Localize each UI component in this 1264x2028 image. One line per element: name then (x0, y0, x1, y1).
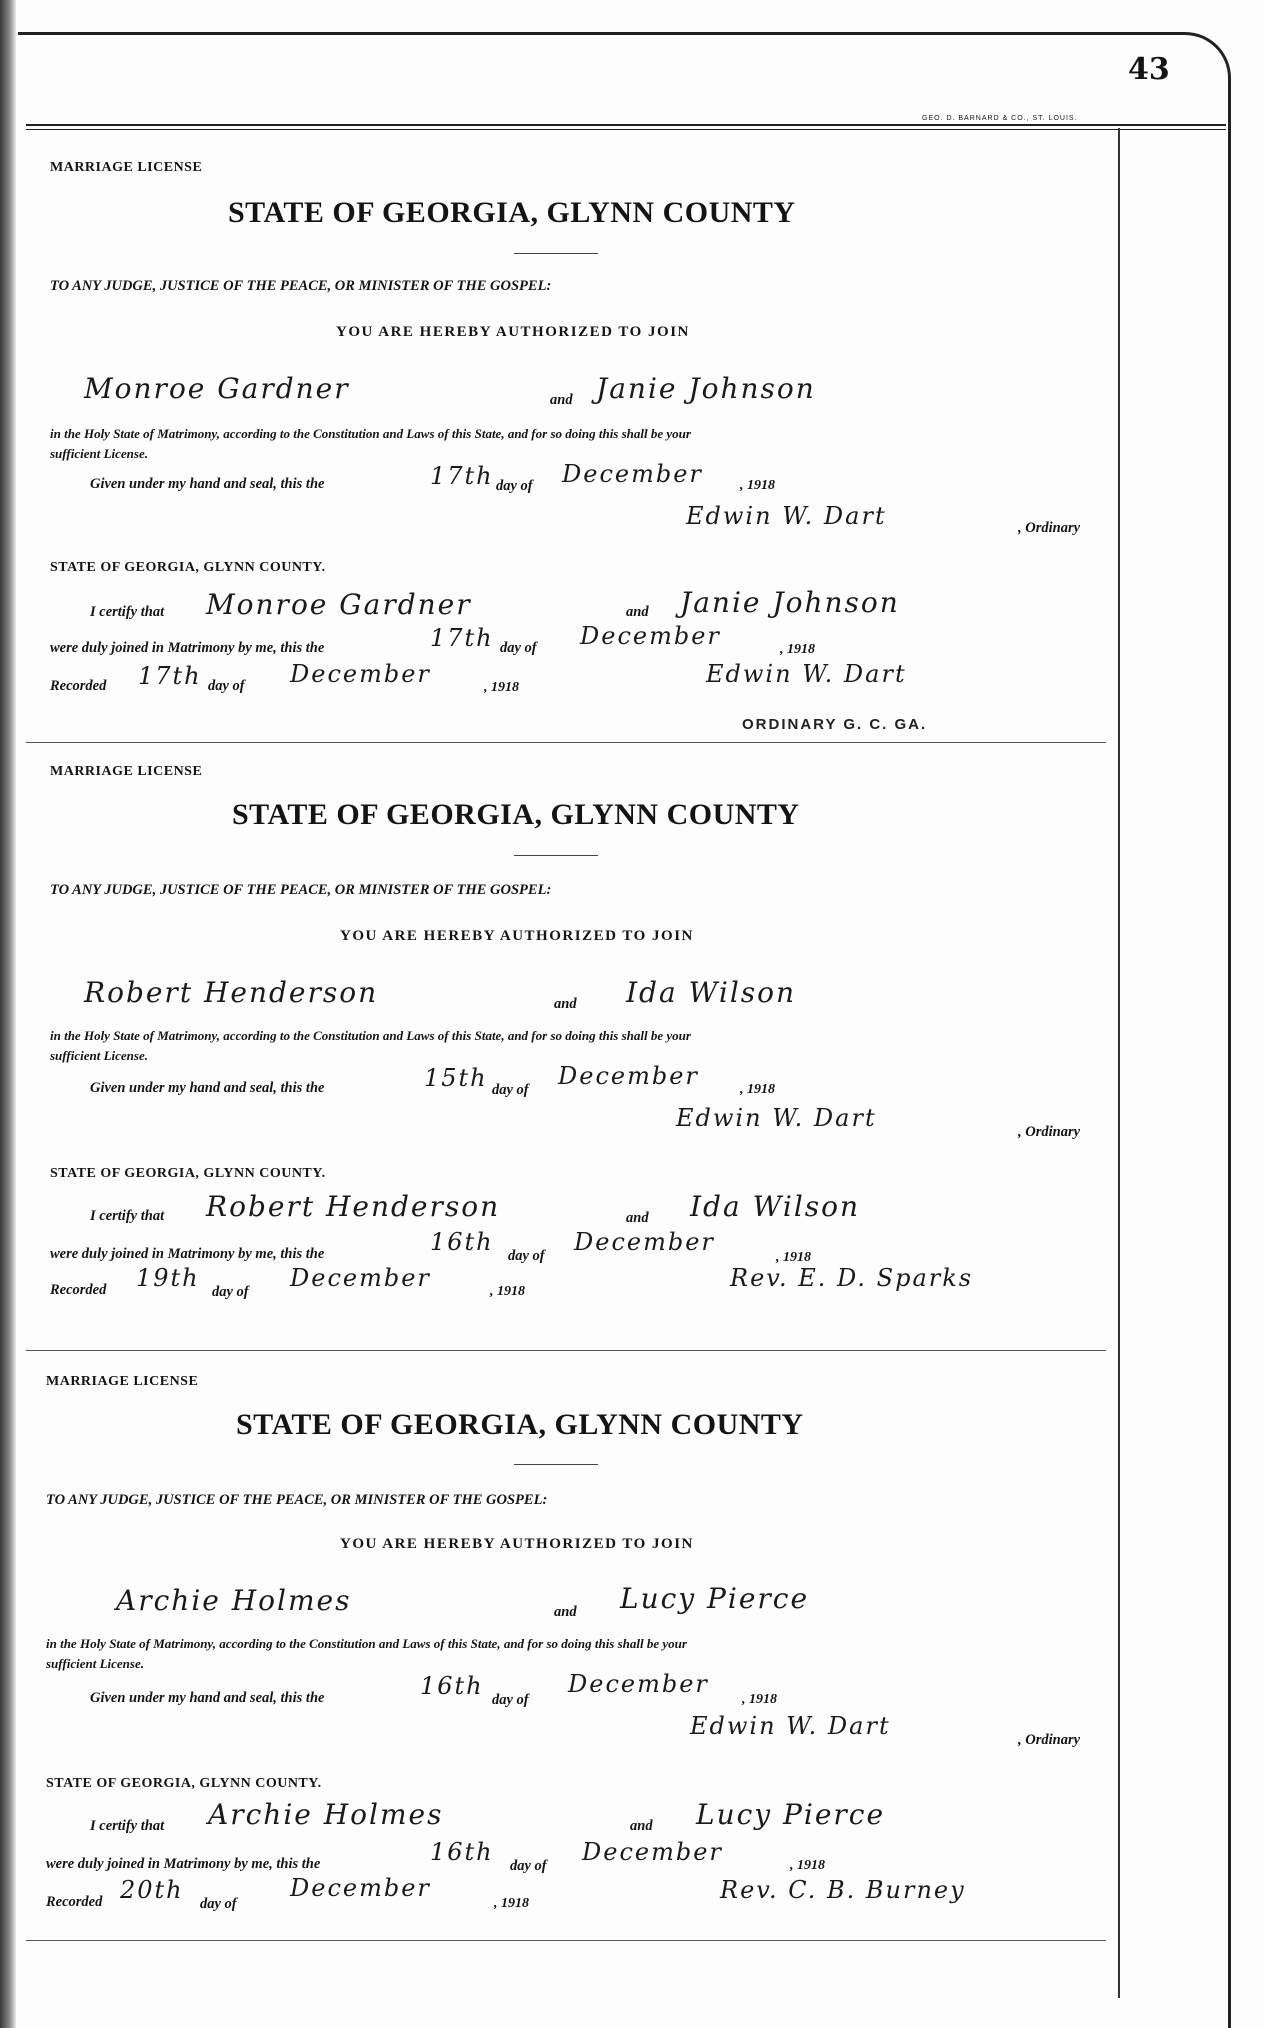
license-day: 17th (430, 462, 494, 490)
recorded-day: 17th (138, 662, 202, 690)
license-year: , 1918 (740, 478, 775, 493)
recorded-month: December (290, 660, 431, 688)
sufficient-text: sufficient License. (46, 1656, 144, 1671)
and-label: and (550, 392, 573, 408)
given-text: Given under my hand and seal, this the (90, 1080, 325, 1096)
sufficient-text: sufficient License. (50, 446, 148, 461)
duly-joined-text: were duly joined in Matrimony by me, this the (50, 1246, 325, 1262)
holy-state-text: in the Holy State of Matrimony, according to the Constitution and Laws of this State, and for so doing this shall be your (50, 1028, 691, 1043)
cert-state: STATE OF GEORGIA, GLYNN COUNTY. (50, 560, 326, 575)
day-of-label: day of (496, 478, 533, 494)
license-day: 15th (424, 1064, 488, 1092)
printer-mark: GEO. D. BARNARD & CO., ST. LOUIS. (922, 115, 1078, 122)
bride-name: Ida Wilson (626, 976, 797, 1009)
title-rule (514, 855, 598, 856)
license-month: December (568, 1670, 709, 1698)
joined-day-of: day of (500, 640, 537, 656)
ordinary-signature: Edwin W. Dart (690, 1712, 891, 1740)
license-heading: MARRIAGE LICENSE (50, 764, 203, 779)
cert-state: STATE OF GEORGIA, GLYNN COUNTY. (50, 1166, 326, 1181)
joined-day: 16th (430, 1838, 494, 1866)
officiant-signature: Rev. E. D. Sparks (730, 1264, 974, 1292)
holy-state-text: in the Holy State of Matrimony, according to the Constitution and Laws of this State, and for so doing this shall be your (50, 426, 691, 441)
certify-text: I certify that (90, 1208, 165, 1224)
officiant-signature: Edwin W. Dart (706, 660, 907, 688)
cert-groom: Monroe Gardner (206, 588, 472, 621)
license-day: 16th (420, 1672, 484, 1700)
ordinary-signature: Edwin W. Dart (676, 1104, 877, 1132)
bride-name: Lucy Pierce (620, 1582, 810, 1615)
to-any-judge: TO ANY JUDGE, JUSTICE OF THE PEACE, OR MINISTER OF THE GOSPEL: (50, 278, 552, 294)
recorded-day-of: day of (212, 1284, 249, 1300)
groom-name: Archie Holmes (116, 1584, 352, 1617)
license-heading: MARRIAGE LICENSE (50, 160, 203, 175)
recorded-label: Recorded (50, 678, 107, 694)
cert-and: and (626, 1210, 649, 1226)
authorized-line: YOU ARE HEREBY AUTHORIZED TO JOIN (340, 1536, 694, 1552)
joined-day-of: day of (508, 1248, 545, 1264)
recorded-year: , 1918 (490, 1284, 525, 1299)
ordinary-label: , Ordinary (1018, 1124, 1081, 1140)
authorized-line: YOU ARE HEREBY AUTHORIZED TO JOIN (340, 928, 694, 944)
license-year: , 1918 (740, 1082, 775, 1097)
ordinary-label: , Ordinary (1018, 520, 1081, 536)
cert-bride: Janie Johnson (680, 586, 900, 619)
state-title: STATE OF GEORGIA, GLYNN COUNTY (228, 196, 796, 229)
recorded-day-of: day of (208, 678, 245, 694)
ordinary-label: , Ordinary (1018, 1732, 1081, 1748)
state-title: STATE OF GEORGIA, GLYNN COUNTY (236, 1408, 804, 1441)
cert-and: and (630, 1818, 653, 1834)
header-rule (26, 124, 1226, 126)
cert-state: STATE OF GEORGIA, GLYNN COUNTY. (46, 1776, 322, 1791)
joined-month: December (580, 622, 721, 650)
recorded-year: , 1918 (494, 1896, 529, 1911)
given-text: Given under my hand and seal, this the (90, 1690, 325, 1706)
groom-name: Monroe Gardner (84, 372, 350, 405)
recorded-day-of: day of (200, 1896, 237, 1912)
certify-text: I certify that (90, 1818, 165, 1834)
recorded-month: December (290, 1264, 431, 1292)
title-rule (514, 1464, 598, 1465)
bride-name: Janie Johnson (596, 372, 816, 405)
page-number: 43 (1128, 52, 1170, 87)
day-of-label: day of (492, 1692, 529, 1708)
joined-day: 17th (430, 624, 494, 652)
joined-month: December (582, 1838, 723, 1866)
officiant-signature: Rev. C. B. Burney (720, 1876, 966, 1904)
joined-day-of: day of (510, 1858, 547, 1874)
groom-name: Robert Henderson (84, 976, 379, 1009)
holy-state-text: in the Holy State of Matrimony, according to the Constitution and Laws of this State, and for so doing this shall be your (46, 1636, 687, 1651)
recorded-day: 19th (136, 1264, 200, 1292)
joined-year: , 1918 (776, 1250, 811, 1265)
book-spine (0, 0, 16, 2028)
recorded-month: December (290, 1874, 431, 1902)
and-label: and (554, 1604, 577, 1620)
ordinary-stamp: ORDINARY G. C. GA. (742, 716, 928, 733)
margin-rule (1118, 128, 1120, 1998)
duly-joined-text: were duly joined in Matrimony by me, this the (46, 1856, 321, 1872)
joined-year: , 1918 (780, 642, 815, 657)
joined-month: December (574, 1228, 715, 1256)
cert-bride: Lucy Pierce (696, 1798, 886, 1831)
recorded-year: , 1918 (484, 680, 519, 695)
header-rule-thin (26, 129, 1226, 130)
license-month: December (558, 1062, 699, 1090)
certify-text: I certify that (90, 604, 165, 620)
recorded-label: Recorded (50, 1282, 107, 1298)
entry-separator (26, 1350, 1106, 1351)
entry-separator (26, 742, 1106, 743)
recorded-day: 20th (120, 1876, 184, 1904)
cert-bride: Ida Wilson (690, 1190, 861, 1223)
joined-day: 16th (430, 1228, 494, 1256)
to-any-judge: TO ANY JUDGE, JUSTICE OF THE PEACE, OR MINISTER OF THE GOSPEL: (46, 1492, 548, 1508)
state-title: STATE OF GEORGIA, GLYNN COUNTY (232, 798, 800, 831)
license-year: , 1918 (742, 1692, 777, 1707)
authorized-line: YOU ARE HEREBY AUTHORIZED TO JOIN (336, 324, 690, 340)
cert-and: and (626, 604, 649, 620)
joined-year: , 1918 (790, 1858, 825, 1873)
recorded-label: Recorded (46, 1894, 103, 1910)
duly-joined-text: were duly joined in Matrimony by me, this the (50, 640, 325, 656)
and-label: and (554, 996, 577, 1012)
cert-groom: Robert Henderson (206, 1190, 501, 1223)
day-of-label: day of (492, 1082, 529, 1098)
entry-separator (26, 1940, 1106, 1941)
license-month: December (562, 460, 703, 488)
given-text: Given under my hand and seal, this the (90, 476, 325, 492)
ordinary-signature: Edwin W. Dart (686, 502, 887, 530)
sufficient-text: sufficient License. (50, 1048, 148, 1063)
title-rule (514, 253, 598, 254)
license-heading: MARRIAGE LICENSE (46, 1374, 199, 1389)
to-any-judge: TO ANY JUDGE, JUSTICE OF THE PEACE, OR MINISTER OF THE GOSPEL: (50, 882, 552, 898)
cert-groom: Archie Holmes (208, 1798, 444, 1831)
